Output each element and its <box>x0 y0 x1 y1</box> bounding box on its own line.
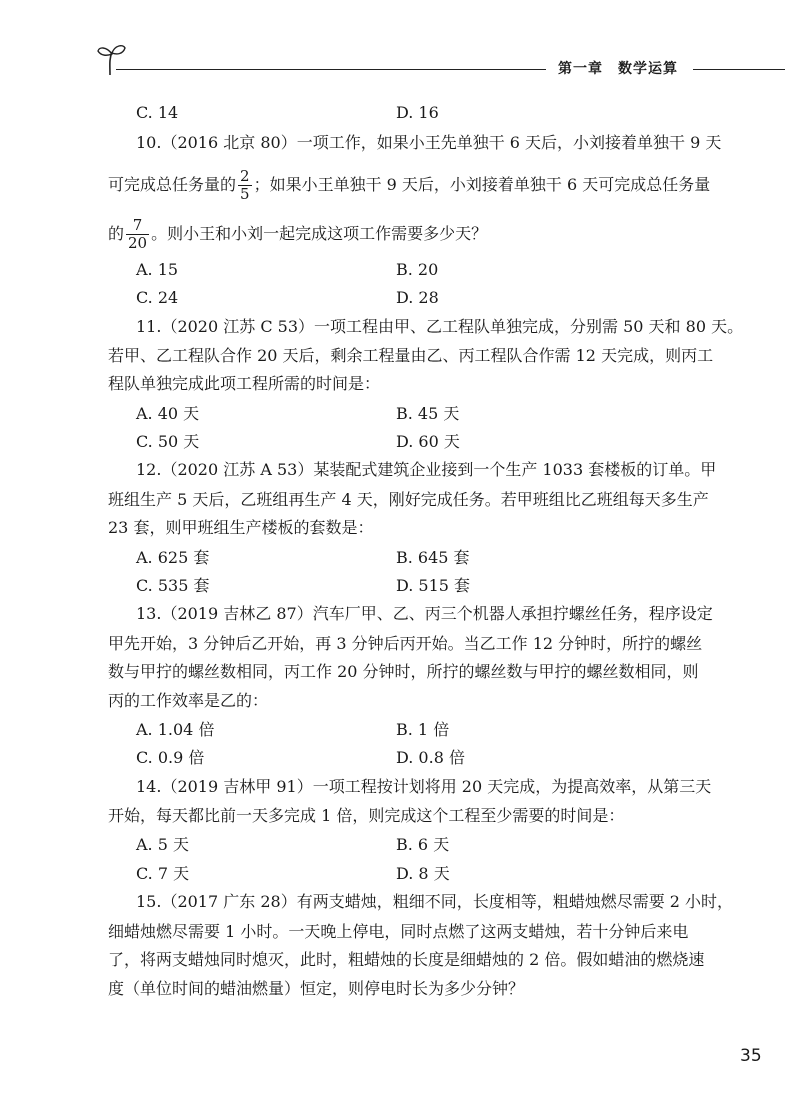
question-text: 数与甲拧的螺丝数相同，丙工作 20 分钟时，所拧的螺丝数与甲拧的螺丝数相同，则 <box>108 662 699 681</box>
option-a: A. 625 套 <box>136 548 210 567</box>
question-text: 度（单位时间的蜡油燃量）恒定，则停电时长为多少分钟？ <box>108 979 525 998</box>
question-text <box>108 217 487 252</box>
question-text: 程队单独完成此项工程所需的时间是： <box>108 374 381 393</box>
page-number: 35 <box>740 1046 762 1066</box>
question-text: 14.（2019 吉林甲 91）一项工程按计划将用 20 天完成，为提高效率，从第三天 <box>136 777 712 796</box>
question-text-fragment: 。则小王和小刘一起完成这项工作需要多少天？ <box>151 224 488 243</box>
fraction-denominator: 5 <box>240 185 250 203</box>
option-a: A. 40 天 <box>136 404 200 423</box>
sprout-icon <box>96 42 128 76</box>
question-text: 13.（2019 吉林乙 87）汽车厂甲、乙、丙三个机器人承担拧螺丝任务，程序设定 <box>136 604 713 623</box>
fraction <box>238 168 252 203</box>
option-a: A. 5 天 <box>136 835 189 854</box>
question-text-fragment: 的 <box>108 224 125 243</box>
question-text: 开始，每天都比前一天多完成 1 倍，则完成这个工程至少需要的时间是： <box>108 806 625 825</box>
option-c: C. 24 <box>136 288 179 307</box>
option-a: A. 15 <box>136 260 179 279</box>
option-d: D. 16 <box>396 103 439 122</box>
question-text: 丙的工作效率是乙的： <box>108 691 269 710</box>
option-d: D. 0.8 倍 <box>396 748 465 767</box>
question-text: 了，将两支蜡烛同时熄灭，此时，粗蜡烛的长度是细蜡烛的 2 倍。假如蜡油的燃烧速 <box>108 950 705 969</box>
option-d: D. 28 <box>396 288 439 307</box>
header-rule-left <box>116 69 546 70</box>
option-c: C. 7 天 <box>136 864 190 883</box>
question-text: 12.（2020 江苏 A 53）某装配式建筑企业接到一个生产 1033 套楼板的订单。甲 <box>136 460 717 479</box>
option-b: B. 645 套 <box>396 548 470 567</box>
question-text-fragment: ；如果小王单独干 9 天后，小刘接着单独干 6 天可完成总任务量 <box>253 175 711 194</box>
question-text <box>108 168 710 203</box>
question-text: 细蜡烛燃尽需要 1 小时。一天晚上停电，同时点燃了这两支蜡烛，若十分钟后来电 <box>108 922 689 941</box>
option-c: C. 0.9 倍 <box>136 748 205 767</box>
option-d: D. 515 套 <box>396 576 471 595</box>
fraction-denominator: 20 <box>128 234 148 252</box>
question-text: 10.（2016 北京 80）一项工作，如果小王先单独干 6 天后，小刘接着单独干 9 天 <box>136 133 722 152</box>
option-c: C. 50 天 <box>136 432 200 451</box>
question-text: 15.（2017 广东 28）有两支蜡烛，粗细不同，长度相等，粗蜡烛燃尽需要 2 小时， <box>136 892 734 911</box>
option-c: C. 14 <box>136 103 179 122</box>
option-a: A. 1.04 倍 <box>136 720 215 739</box>
option-d: D. 60 天 <box>396 432 460 451</box>
fraction <box>126 217 149 252</box>
option-b: B. 1 倍 <box>396 720 450 739</box>
question-text-fragment: 可完成总任务量的 <box>108 175 237 194</box>
option-b: B. 45 天 <box>396 404 460 423</box>
fraction-numerator: 2 <box>240 167 250 185</box>
option-b: B. 20 <box>396 260 439 279</box>
question-text: 班组生产 5 天后，乙班组再生产 4 天，刚好完成任务。若甲班组比乙班组每天多生产 <box>108 490 709 509</box>
question-text: 若甲、乙工程队合作 20 天后，剩余工程量由乙、丙工程队合作需 12 天完成，则丙工 <box>108 346 714 365</box>
header-rule-right <box>693 69 785 70</box>
chapter-title: 第一章 数学运算 <box>558 61 678 77</box>
option-d: D. 8 天 <box>396 864 450 883</box>
fraction-numerator: 7 <box>126 217 149 235</box>
question-text: 23 套，则甲班组生产楼板的套数是： <box>108 518 374 537</box>
question-text: 11.（2020 江苏 C 53）一项工程由甲、乙工程队单独完成，分别需 50 天和 80 天。 <box>136 317 744 336</box>
page-header <box>0 38 800 78</box>
option-b: B. 6 天 <box>396 835 450 854</box>
option-c: C. 535 套 <box>136 576 210 595</box>
question-text: 甲先开始，3 分钟后乙开始，再 3 分钟后丙开始。当乙工作 12 分钟时，所拧的螺丝 <box>108 634 703 653</box>
